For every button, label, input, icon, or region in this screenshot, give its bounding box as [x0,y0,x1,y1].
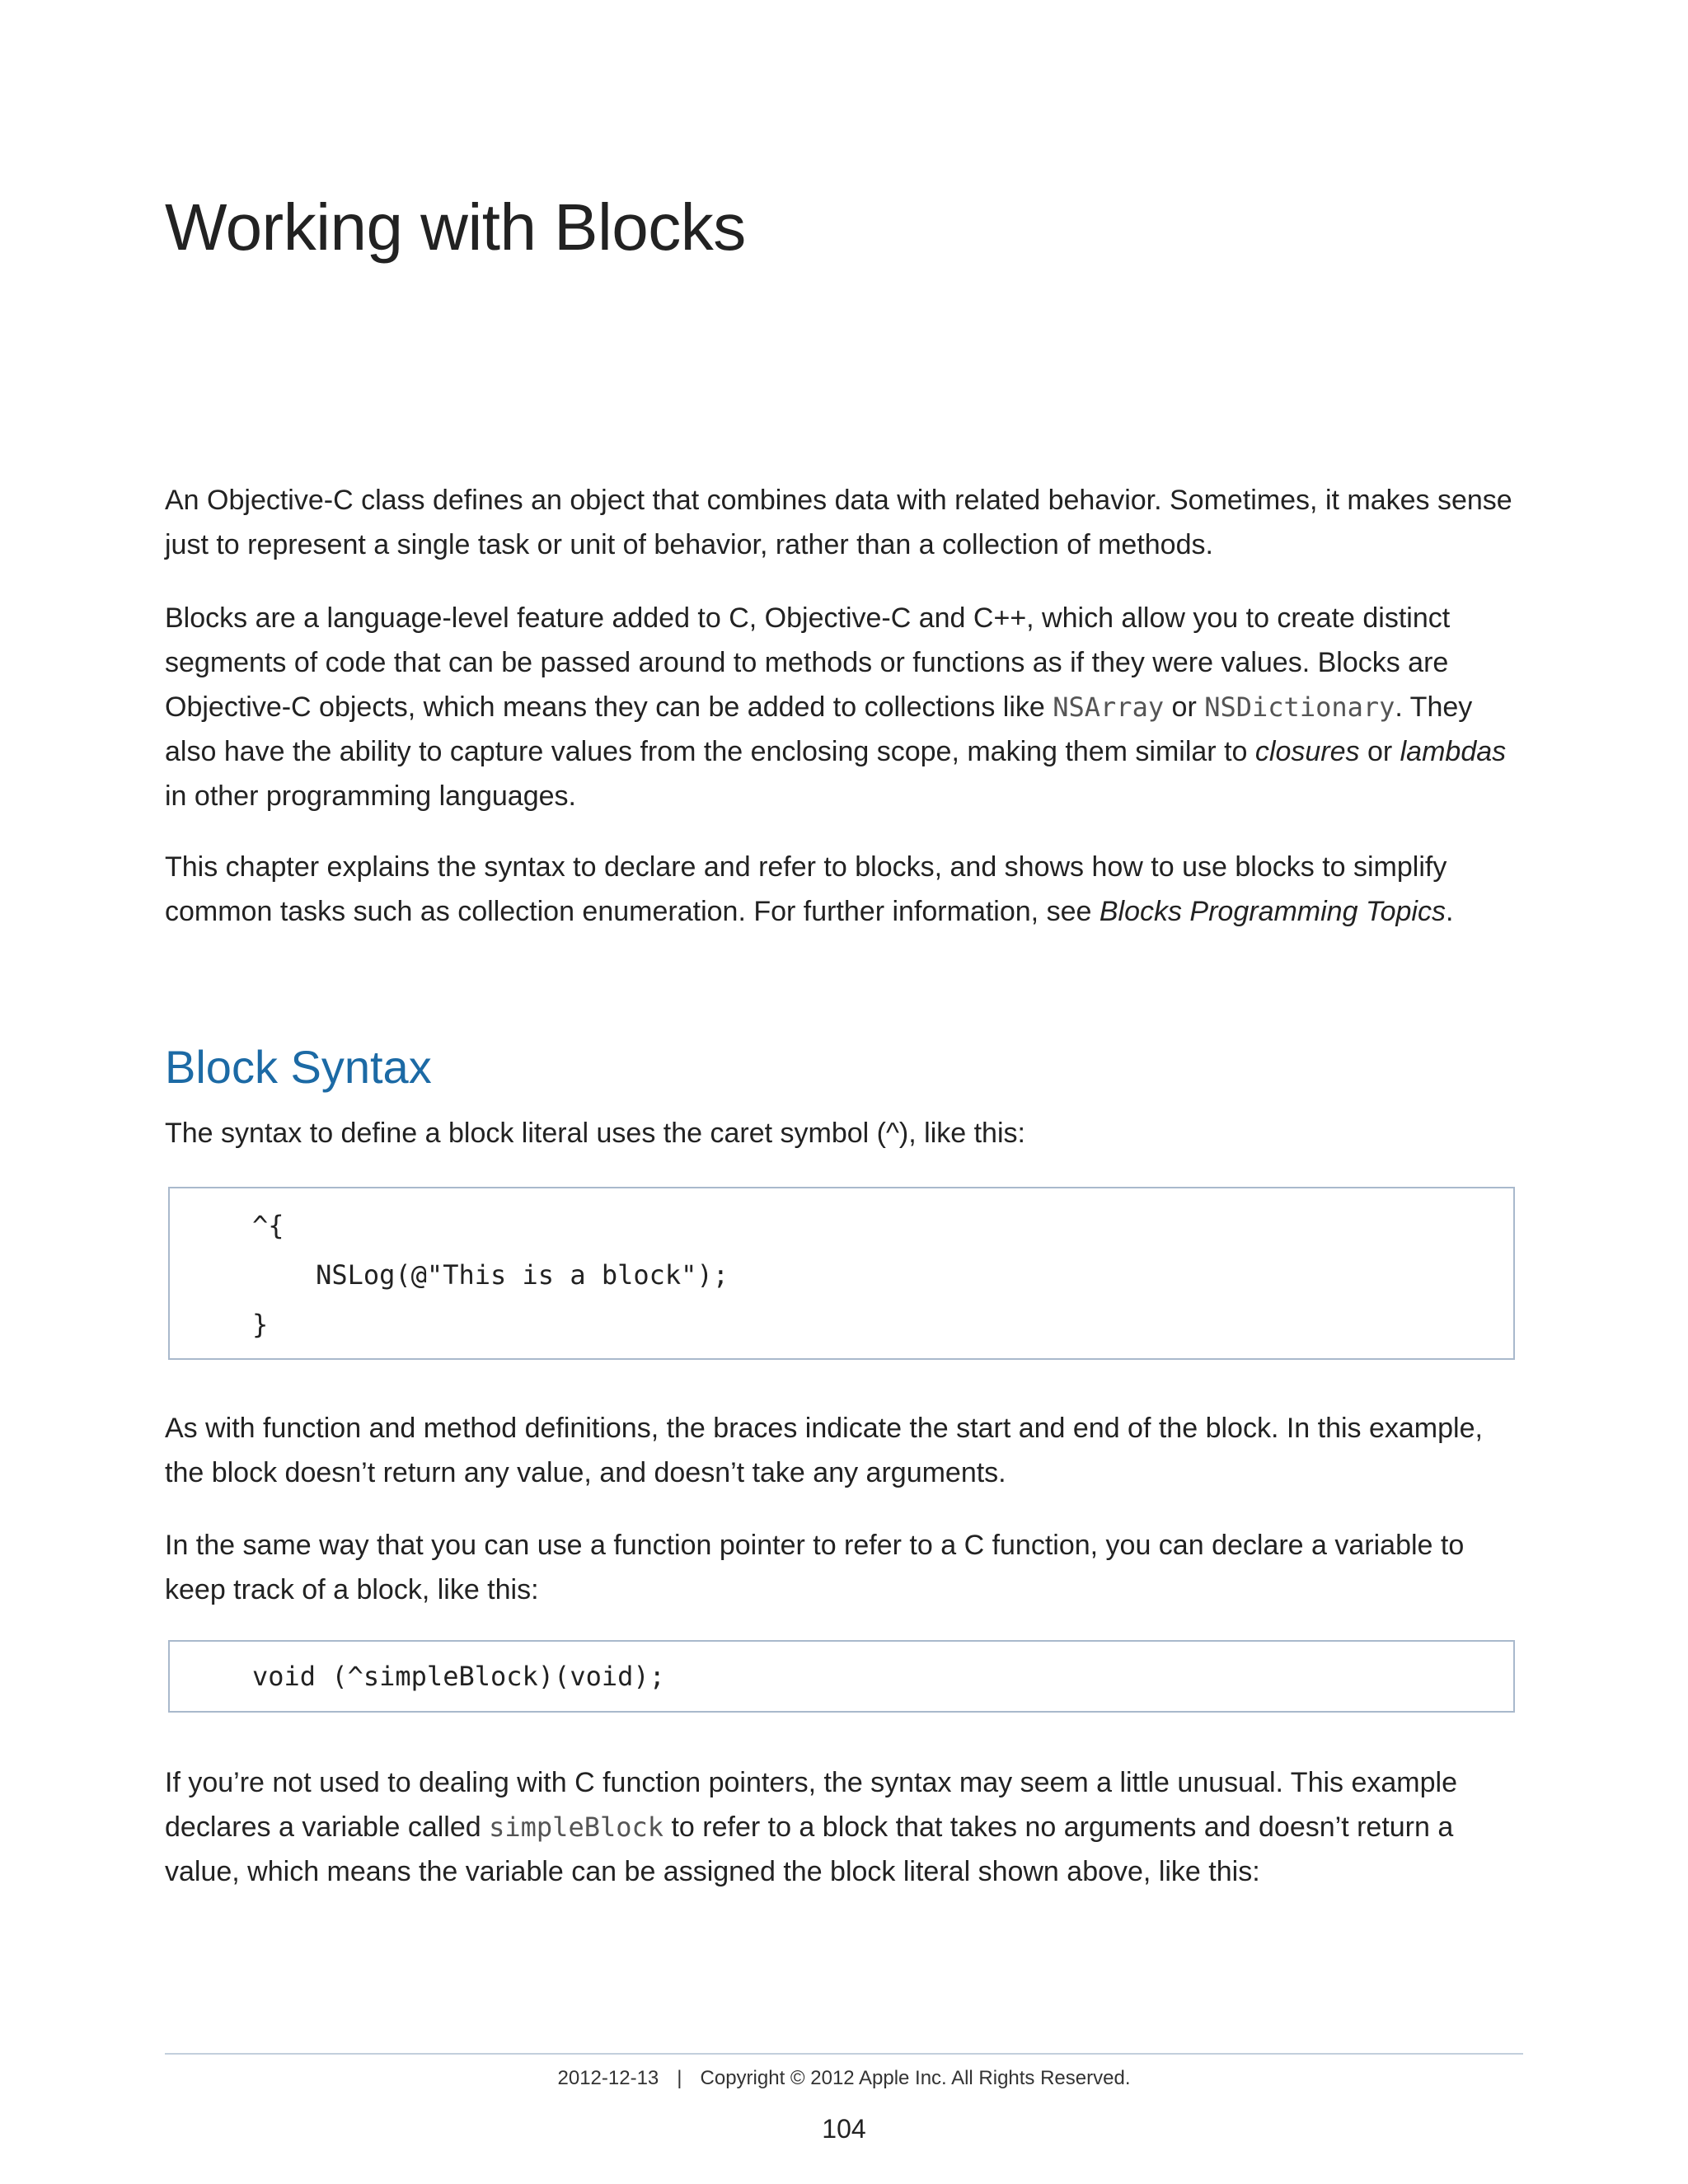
code-line: ^{ [252,1210,284,1241]
intro-paragraph-1: An Objective-C class defines an object that combines data with related behavior. Sometimes, it makes sense just to represent a single task or unit of behavior, rather than a collection of methods. [165,485,1512,560]
code-listing-block-literal [168,1187,1515,1360]
text-run: or [1359,736,1400,767]
inline-code-nsdictionary: NSDictionary [1204,691,1395,723]
block-syntax-paragraph-3: In the same way that you can use a function pointer to refer to a C function, you can declare a variable to keep track of a block, like this: [165,1530,1465,1605]
text-run: . They also have the ability to capture values from the enclosing scope, making them similar to [165,691,1473,767]
footer-copyright: Copyright © 2012 Apple Inc. All Rights Reserved. [700,2067,1131,2089]
block-syntax-paragraph-1: The syntax to define a block literal uses the caret symbol (^), like this: [165,1118,1025,1149]
footer-divider [165,2053,1523,2055]
text-run: to refer to a block that takes no arguments and doesn’t return a value, which means the variable can be assigned the block literal shown above, like this: [165,1811,1454,1887]
footer-separator: | [677,2067,682,2089]
page-number: 104 [822,2114,866,2144]
text-run: in other programming languages. [165,780,576,812]
text-run: This chapter explains the syntax to declare and refer to blocks, and shows how to use blocks to simplify common tasks such as collection enumeration. For further information, see [165,851,1447,927]
section-heading-block-syntax: Block Syntax [165,1041,432,1093]
block-syntax-paragraph-4 [165,1760,1525,1894]
code-line: void (^simpleBlock)(void); [252,1661,665,1692]
text-run: . [1445,896,1454,927]
text-run: If you’re not used to dealing with C function pointers, the syntax may seem a little unusual. This example declares a variable called [165,1767,1457,1843]
emphasis-lambdas: lambdas [1400,736,1507,767]
reference-link-blocks-programming-topics[interactable]: Blocks Programming Topics [1099,896,1446,927]
code-listing-block-variable [168,1640,1515,1713]
inline-code-nsarray: NSArray [1053,691,1165,723]
chapter-title: Working with Blocks [165,190,746,264]
block-syntax-paragraph-2: As with function and method definitions, the braces indicate the start and end of the block. In this example, the block doesn’t return any value, and doesn’t take any arguments. [165,1413,1483,1488]
footer [0,2067,1688,2090]
code-line: } [252,1309,269,1340]
intro-paragraph-3 [165,845,1525,934]
intro-paragraph-2 [165,596,1525,818]
text-run: or [1164,691,1205,723]
code-line: NSLog(@"This is a block"); [252,1259,729,1291]
inline-code-simpleblock: simpleBlock [489,1811,664,1843]
text-run: Blocks are a language-level feature added to C, Objective-C and C++, which allow you to create distinct segments of code that can be passed around to methods or functions as if they were values. Blocks are Objective-C objects, which means they can be added to collections like [165,602,1451,723]
footer-date: 2012-12-13 [557,2067,659,2089]
emphasis-closures: closures [1254,736,1360,767]
